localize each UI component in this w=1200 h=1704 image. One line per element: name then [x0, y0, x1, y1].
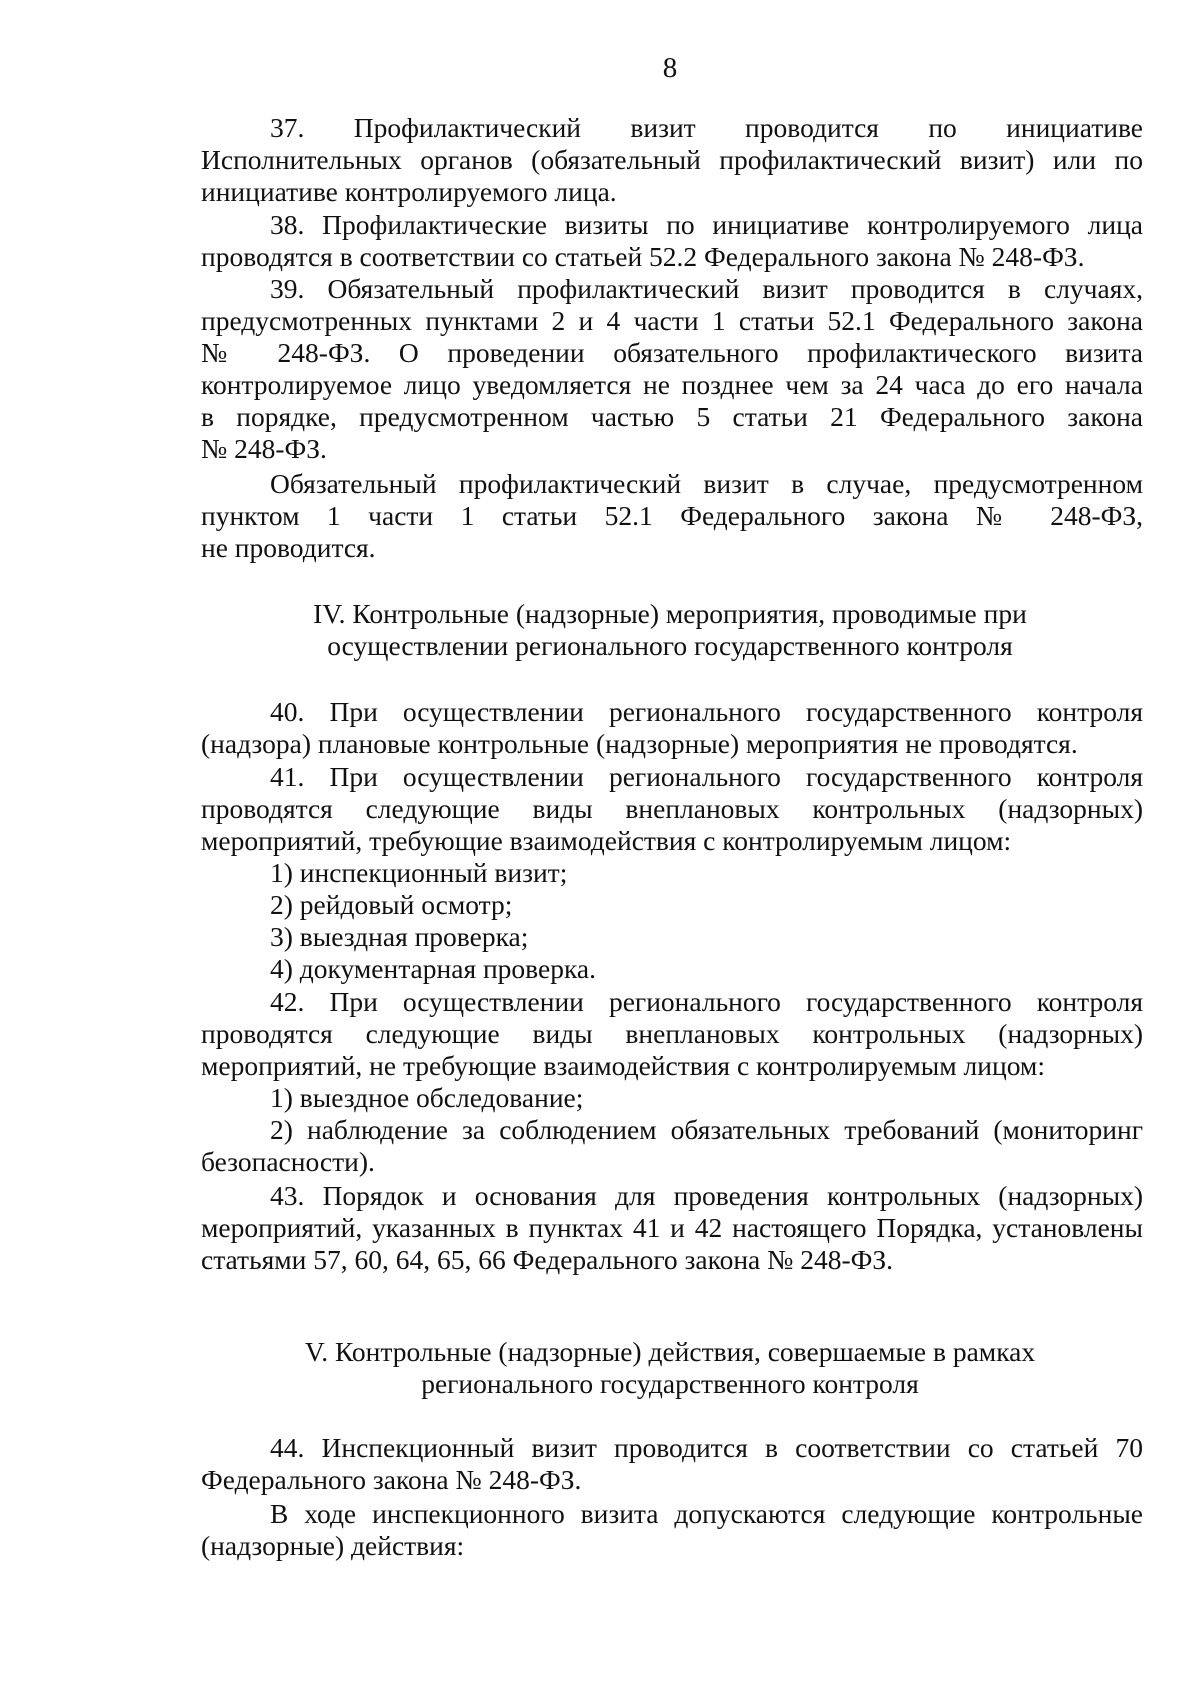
text-line: 43. Порядок и основания для проведения контрольных (надзорных) — [270, 1180, 1143, 1211]
text-line: 37. Профилактический визит проводится по инициативе — [270, 112, 1143, 143]
text-line: 1) инспекционный визит; — [270, 857, 568, 888]
text-line: 38. Профилактические визиты по инициативе контролируемого лица — [270, 209, 1143, 240]
text-line: Обязательный профилактический визит в случае, предусмотренном — [270, 468, 1143, 499]
text-line: 39. Обязательный профилактический визит проводится в случаях, — [270, 273, 1143, 304]
section-heading-line: V. Контрольные (надзорные) действия, совершаемые в рамках — [304, 1336, 1036, 1367]
text-line: 4) документарная проверка. — [270, 953, 596, 984]
text-line: 2) наблюдение за соблюдением обязательных требований (мониторинг — [270, 1114, 1143, 1145]
text-line: безопасности). — [201, 1146, 375, 1177]
text-line: № 248-ФЗ. О проведении обязательного профилактического визита — [201, 337, 1143, 368]
text-line: (надзора) плановые контрольные (надзорные) мероприятия не проводятся. — [201, 728, 1078, 759]
text-line: инициативе контролируемого лица. — [201, 176, 617, 207]
text-line: в порядке, предусмотренном частью 5 статьи 21 Федерального закона — [201, 401, 1143, 432]
text-line: проводятся в соответствии со статьей 52.2 Федерального закона № 248-ФЗ. — [201, 241, 1085, 272]
section-heading-line: регионального государственного контроля — [421, 1368, 919, 1399]
text-line: 44. Инспекционный визит проводится в соответствии со статьей 70 — [270, 1432, 1143, 1463]
text-line: 3) выездная проверка; — [270, 921, 529, 952]
section-heading-line: IV. Контрольные (надзорные) мероприятия, проводимые при — [313, 598, 1027, 629]
text-line: пунктом 1 части 1 статьи 52.1 Федерального закона № 248-ФЗ, — [201, 500, 1143, 531]
text-line: контролируемое лицо уведомляется не позднее чем за 24 часа до его начала — [201, 369, 1143, 400]
text-line: предусмотренных пунктами 2 и 4 части 1 статьи 52.1 Федерального закона — [201, 305, 1143, 336]
text-line: 41. При осуществлении регионального государственного контроля — [270, 761, 1143, 792]
text-line: мероприятий, указанных в пунктах 41 и 42 настоящего Порядка, установлены — [201, 1212, 1143, 1243]
text-line: 42. При осуществлении регионального государственного контроля — [270, 986, 1143, 1017]
text-line: мероприятий, не требующие взаимодействия с контролируемым лицом: — [201, 1050, 1045, 1081]
section-heading-line: осуществлении регионального государственного контроля — [327, 630, 1013, 661]
text-line: 2) рейдовый осмотр; — [270, 889, 513, 920]
text-line: статьями 57, 60, 64, 65, 66 Федерального закона № 248-ФЗ. — [201, 1244, 894, 1275]
text-line: проводятся следующие виды внеплановых контрольных (надзорных) — [201, 1018, 1143, 1049]
text-line: Федерального закона № 248-ФЗ. — [201, 1464, 582, 1495]
text-line: не проводится. — [201, 532, 376, 563]
text-line: Исполнительных органов (обязательный профилактический визит) или по — [201, 144, 1143, 175]
text-line: 1) выездное обследование; — [270, 1082, 584, 1113]
page-number: 8 — [662, 52, 678, 84]
text-line: 40. При осуществлении регионального государственного контроля — [270, 696, 1143, 727]
text-line: № 248-ФЗ. — [201, 433, 327, 464]
text-line: мероприятий, требующие взаимодействия с контролируемым лицом: — [201, 825, 1012, 856]
text-line: (надзорные) действия: — [201, 1530, 465, 1561]
text-line: проводятся следующие виды внеплановых контрольных (надзорных) — [201, 793, 1143, 824]
text-line: В ходе инспекционного визита допускаются следующие контрольные — [270, 1498, 1143, 1529]
